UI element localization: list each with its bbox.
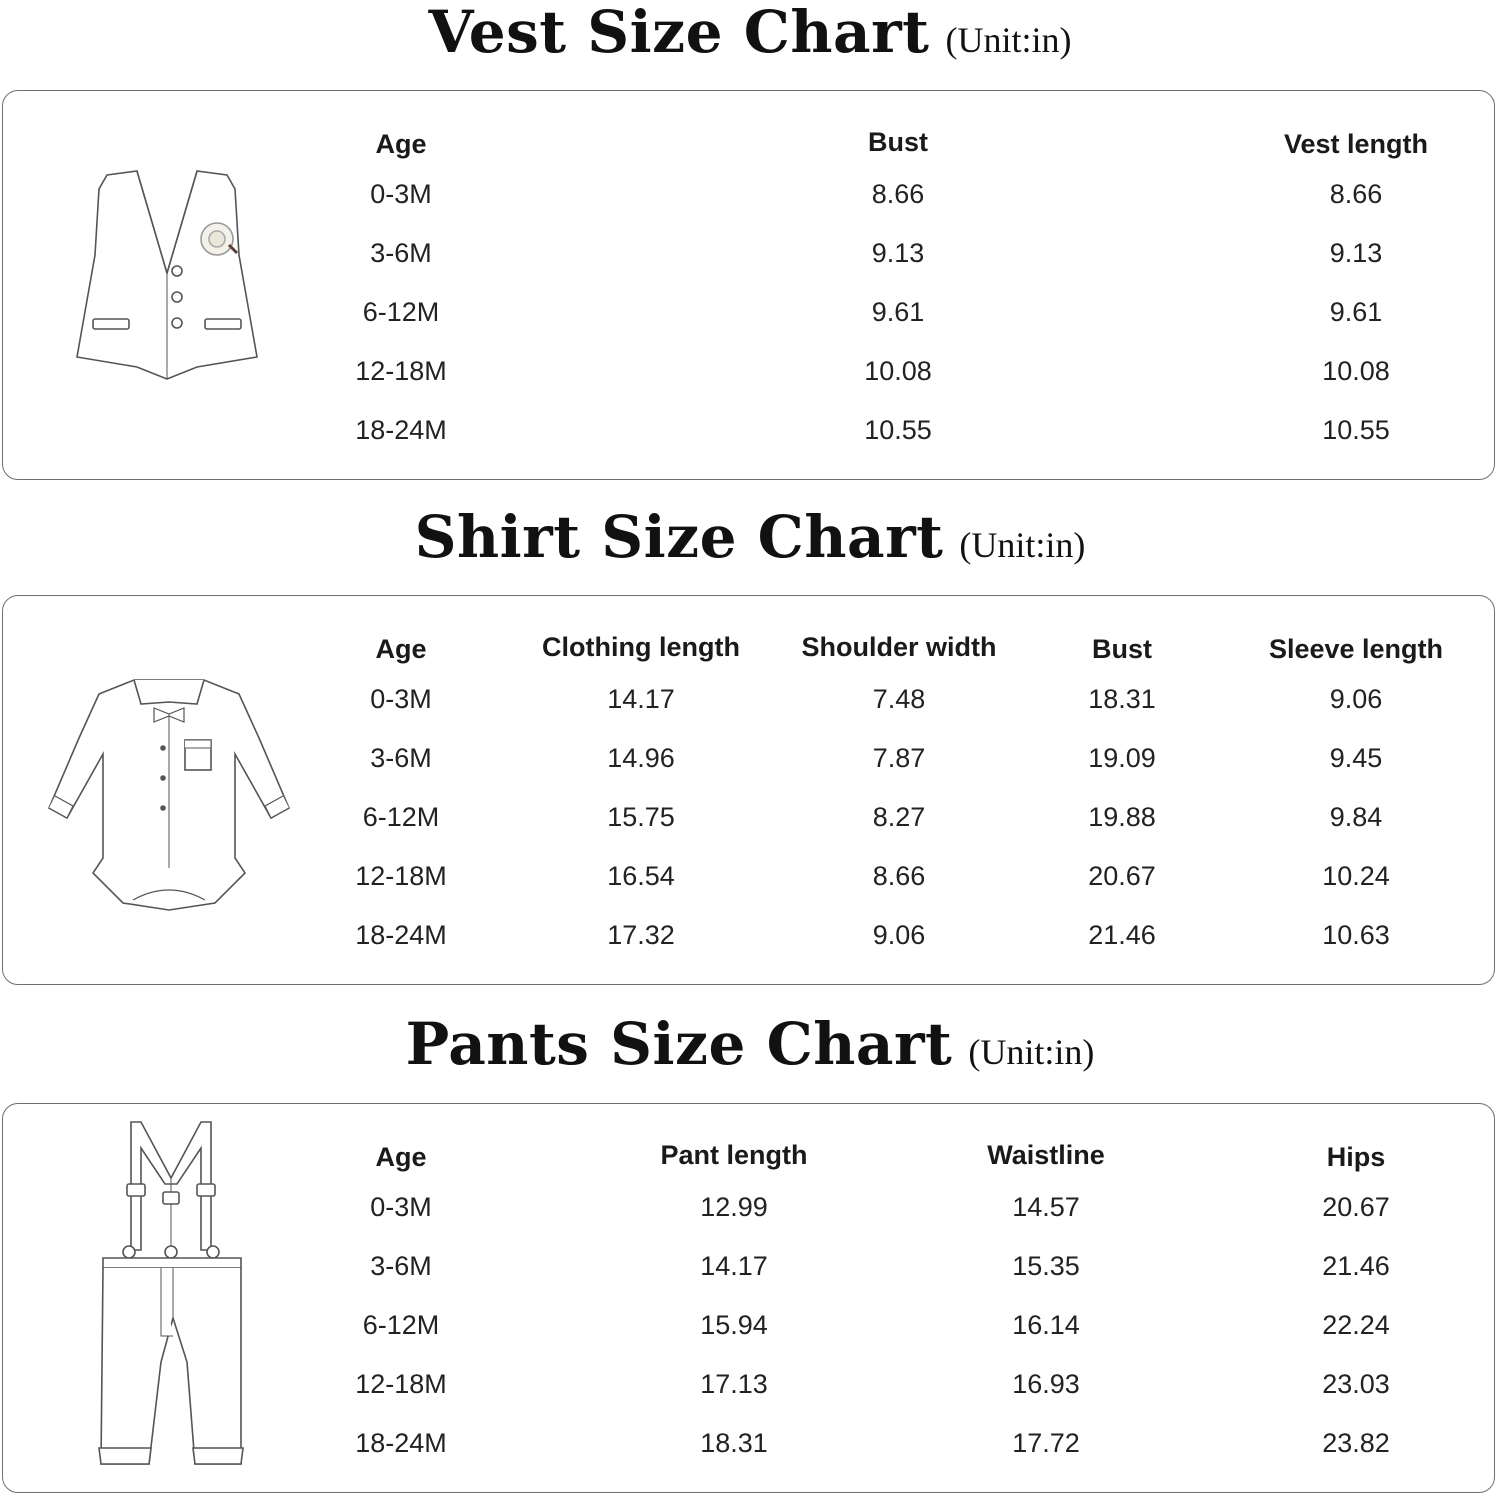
pants-header-age: Age	[375, 1142, 427, 1172]
vest-header-age: Age	[375, 129, 427, 159]
pants-title	[0, 1010, 1500, 1078]
shirt-header-shoulder-width: Shoulder width	[801, 632, 997, 662]
pants-title-text: Pants Size Chart	[405, 1010, 953, 1078]
pants-panel	[2, 1103, 1495, 1493]
pants-cell-hips: 23.82	[1322, 1428, 1390, 1458]
pants-cell-pant-length: 18.31	[700, 1428, 768, 1458]
shirt-cell-age: 0-3M	[370, 684, 432, 714]
pants-cell-waistline: 15.35	[1012, 1251, 1080, 1281]
shirt-cell-shoulder-width: 7.87	[872, 743, 926, 773]
vest-title-text: Vest Size Chart	[428, 0, 930, 66]
shirt-cell-shoulder-width: 8.66	[872, 861, 926, 891]
pants-cell-hips: 21.46	[1322, 1251, 1390, 1281]
shirt-cell-clothing-length: 16.54	[607, 861, 675, 891]
pants-cell-waistline: 14.57	[1012, 1192, 1080, 1222]
shirt-cell-sleeve-length: 9.06	[1329, 684, 1383, 714]
vest-cell-bust: 9.61	[871, 297, 925, 327]
shirt-cell-age: 6-12M	[362, 802, 440, 832]
shirt-cell-sleeve-length: 10.63	[1322, 920, 1390, 950]
vest-cell-age: 0-3M	[370, 179, 432, 209]
shirt-cell-bust: 20.67	[1088, 861, 1156, 891]
vest-cell-bust: 10.55	[864, 415, 932, 445]
vest-cell-bust: 8.66	[871, 179, 925, 209]
shirt-cell-bust: 19.09	[1088, 743, 1156, 773]
vest-panel	[2, 90, 1495, 480]
pants-header-pant-length: Pant length	[660, 1140, 808, 1170]
vest-unit: (Unit:in)	[945, 20, 1072, 60]
pants-cell-hips: 22.24	[1322, 1310, 1390, 1340]
vest-cell-length: 8.66	[1329, 179, 1383, 209]
pants-cell-age: 6-12M	[362, 1310, 440, 1340]
shirt-cell-sleeve-length: 10.24	[1322, 861, 1390, 891]
shirt-title	[0, 503, 1500, 571]
shirt-cell-age: 12-18M	[355, 861, 447, 891]
vest-cell-bust: 10.08	[864, 356, 932, 386]
pants-cell-pant-length: 15.94	[700, 1310, 768, 1340]
shirt-unit: (Unit:in)	[959, 525, 1086, 565]
shirt-cell-sleeve-length: 9.45	[1329, 743, 1383, 773]
pants-cell-waistline: 16.14	[1012, 1310, 1080, 1340]
vest-cell-age: 18-24M	[355, 415, 447, 445]
vest-title	[0, 0, 1500, 66]
shirt-header-age: Age	[375, 634, 427, 664]
shirt-cell-shoulder-width: 7.48	[872, 684, 926, 714]
shirt-cell-bust: 21.46	[1088, 920, 1156, 950]
pants-cell-age: 3-6M	[370, 1251, 432, 1281]
vest-illustration	[67, 167, 267, 382]
pants-cell-age: 0-3M	[370, 1192, 432, 1222]
shirt-cell-clothing-length: 17.32	[607, 920, 675, 950]
shirt-cell-age: 3-6M	[370, 743, 432, 773]
vest-cell-age: 6-12M	[362, 297, 440, 327]
vest-cell-bust: 9.13	[871, 238, 925, 268]
pants-cell-pant-length: 12.99	[700, 1192, 768, 1222]
pants-cell-pant-length: 17.13	[700, 1369, 768, 1399]
shirt-cell-clothing-length: 14.96	[607, 743, 675, 773]
vest-cell-length: 9.61	[1329, 297, 1383, 327]
pants-cell-waistline: 16.93	[1012, 1369, 1080, 1399]
shirt-panel	[2, 595, 1495, 985]
vest-header-vest-length: Vest length	[1283, 129, 1429, 159]
shirt-cell-shoulder-width: 9.06	[872, 920, 926, 950]
pants-unit: (Unit:in)	[968, 1032, 1095, 1072]
shirt-illustration	[39, 668, 299, 918]
shirt-cell-bust: 18.31	[1088, 684, 1156, 714]
pants-header-waistline: Waistline	[987, 1140, 1105, 1170]
pants-cell-hips: 23.03	[1322, 1369, 1390, 1399]
pants-illustration	[91, 1118, 261, 1480]
shirt-title-text: Shirt Size Chart	[414, 503, 944, 571]
vest-cell-age: 3-6M	[370, 238, 432, 268]
pants-cell-pant-length: 14.17	[700, 1251, 768, 1281]
shirt-cell-sleeve-length: 9.84	[1329, 802, 1383, 832]
pants-cell-waistline: 17.72	[1012, 1428, 1080, 1458]
shirt-cell-bust: 19.88	[1088, 802, 1156, 832]
shirt-header-bust: Bust	[1092, 634, 1152, 664]
shirt-cell-clothing-length: 15.75	[607, 802, 675, 832]
vest-cell-age: 12-18M	[355, 356, 447, 386]
vest-header-bust: Bust	[868, 127, 928, 157]
pants-header-hips: Hips	[1326, 1142, 1386, 1172]
shirt-header-sleeve-length: Sleeve length	[1268, 634, 1444, 664]
vest-cell-length: 10.55	[1322, 415, 1390, 445]
pants-cell-hips: 20.67	[1322, 1192, 1390, 1222]
pants-cell-age: 18-24M	[355, 1428, 447, 1458]
shirt-cell-age: 18-24M	[355, 920, 447, 950]
shirt-header-clothing-length: Clothing length	[542, 632, 740, 662]
vest-cell-length: 10.08	[1322, 356, 1390, 386]
pants-cell-age: 12-18M	[355, 1369, 447, 1399]
shirt-cell-clothing-length: 14.17	[607, 684, 675, 714]
shirt-cell-shoulder-width: 8.27	[872, 802, 926, 832]
vest-cell-length: 9.13	[1329, 238, 1383, 268]
